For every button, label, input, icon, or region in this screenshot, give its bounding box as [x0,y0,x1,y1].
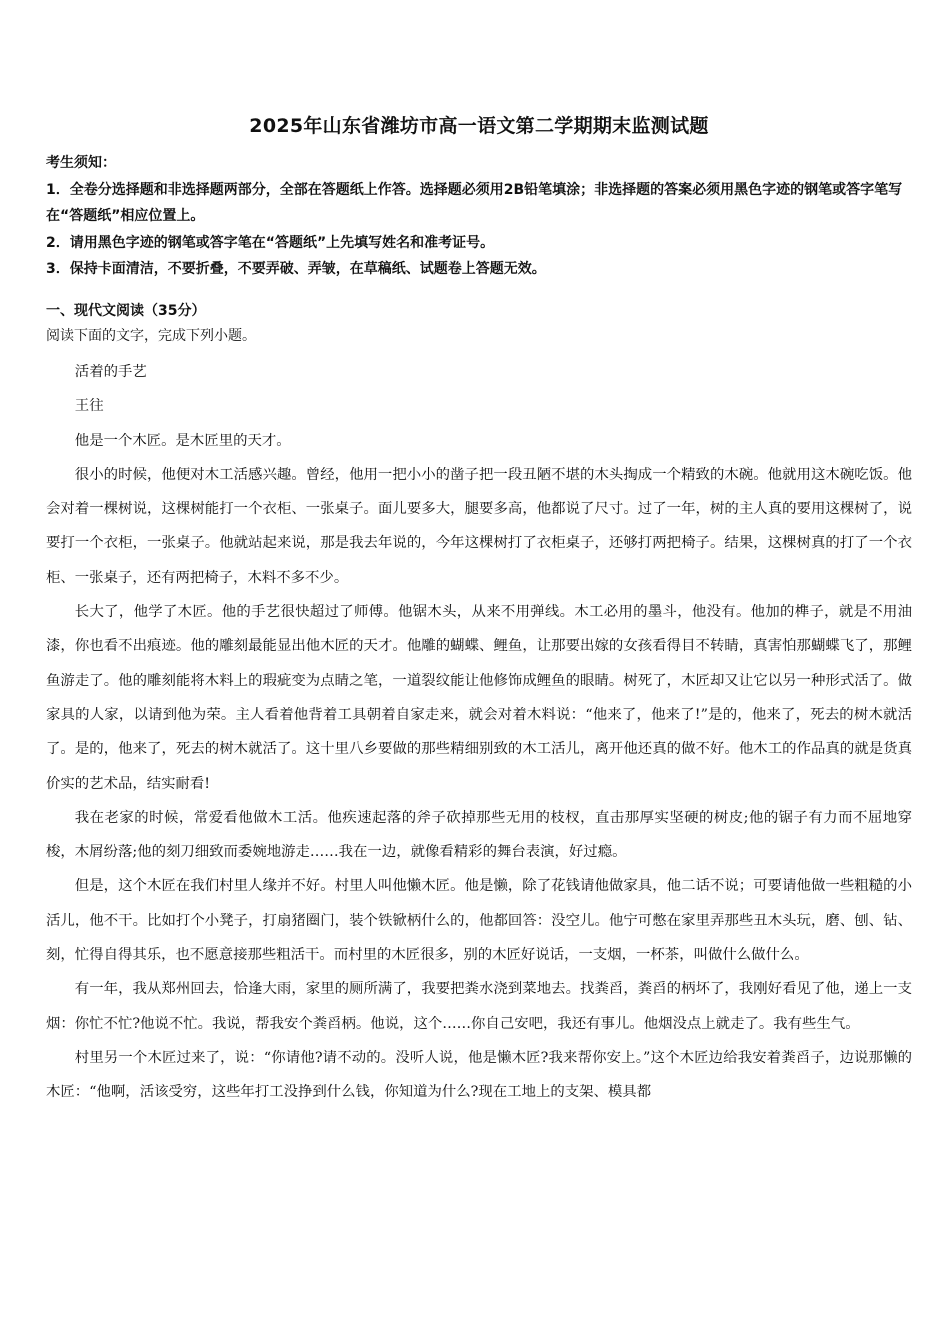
passage-paragraph: 很小的时候，他便对木工活感兴趣。曾经，他用一把小小的凿子把一段丑陋不堪的木头掏成一个精致的木碗。他就用这木碗吃饭。他会对着一棵树说，这棵树能打一个衣柜、一张桌子。面儿要多大，腿要多高，他都说了尺寸。过了一年，树的主人真的要用这棵树了，说要打一个衣柜，一张桌子。他就站起来说，那是我去年说的，今年这棵树打了衣柜桌子，还够打两把椅子。结果，这棵树真的打了一个衣柜、一张桌子，还有两把椅子，木料不多不少。 [46,466,912,586]
passage-paragraph: 他是一个木匠。是木匠里的天才。 [74,432,291,449]
passage-paragraph: 村里另一个木匠过来了，说：“你请他?请不动的。没听人说，他是懒木匠?我来帮你安上。”这个木匠边给我安着粪舀子，边说那懒的木匠：“他啊，活该受穷，这些年打工没挣到什么钱，你知道为什么?现在工地上的支架、模具都 [46,1049,912,1101]
section-heading: 一、现代文阅读（35分） [46,303,206,319]
notice-heading: 考生须知： [46,155,116,171]
notice-item: 2．请用黑色字迹的钢笔或答字笔在“答题纸”上先填写姓名和准考证号。 [46,234,495,251]
passage-paragraph: 长大了，他学了木匠。他的手艺很快超过了师傅。他锯木头，从来不用弹线。木工必用的墨斗，他没有。他加的榫子，就是不用油漆，你也看不出痕迹。他的雕刻最能显出他木匠的天才。他雕的蝴蝶、鲤鱼，让那要出嫁的女孩看得目不转睛，真害怕那蝴蝶飞了，那鲤鱼游走了。他的雕刻能将木料上的瑕疵变为点睛之笔，一道裂纹能让他修饰成鲤鱼的眼睛。树死了，木匠却又让它以另一种形式活了。做家具的人家，以请到他为荣。主人看着他背着工具朝着自家走来，就会对着木料说：“他来了，他来了!”是的，他来了，死去的树木就活了。是的，他来了，死去的树木就活了。这十里八乡要做的那些精细别致的木工活儿，离开他还真的做不好。他木工的作品真的就是货真价实的艺术品，结实耐看! [46,604,912,792]
passage-paragraph: 我在老家的时候，常爱看他做木工活。他疾速起落的斧子砍掉那些无用的枝杈，直击那厚实坚硬的树皮;他的锯子有力而不屈地穿梭，木屑纷落;他的刻刀细致而委婉地游走……我在一边，就像看精彩的舞台表演，好过瘾。 [46,809,912,861]
notice-item: 3．保持卡面清洁，不要折叠，不要弄破、弄皱，在草稿纸、试题卷上答题无效。 [46,261,546,277]
passage-author: 王往 [74,398,104,415]
exam-title: 2025年山东省潍坊市高一语文第二学期期末监测试题 [249,115,709,137]
passage-paragraph: 但是，这个木匠在我们村里人缘并不好。村里人叫他懒木匠。他是懒，除了花钱请他做家具，他二话不说；可要请他做一些粗糙的小活儿，他不干。比如打个小凳子，打扇猪圈门，装个铁锨柄什么的，他都回答：没空儿。他宁可憋在家里弄那些丑木头玩，磨、刨、钻、刻，忙得自得其乐，也不愿意接那些粗活干。而村里的木匠很多，别的木匠好说话，一支烟，一杯茶，叫做什么做什么。 [46,878,912,964]
reading-instruction: 阅读下面的文字，完成下列小题。 [46,328,256,344]
reading-passage [46,355,912,1110]
passage-title: 活着的手艺 [74,364,147,380]
candidate-notice [46,150,912,283]
notice-item: 1．全卷分选择题和非选择题两部分，全部在答题纸上作答。选择题必须用2B铅笔填涂；非选择题的答案必须用黑色字迹的钢笔或答字笔写在“答题纸”相应位置上。 [46,181,903,224]
passage-paragraph: 有一年，我从郑州回去，恰逢大雨，家里的厕所满了，我要把粪水浇到菜地去。找粪舀，粪舀的柄坏了，我刚好看见了他，递上一支烟：你忙不忙?他说不忙。我说，帮我安个粪舀柄。他说，这个……你自己安吧，我还有事儿。他烟没点上就走了。我有些生气。 [46,981,912,1032]
